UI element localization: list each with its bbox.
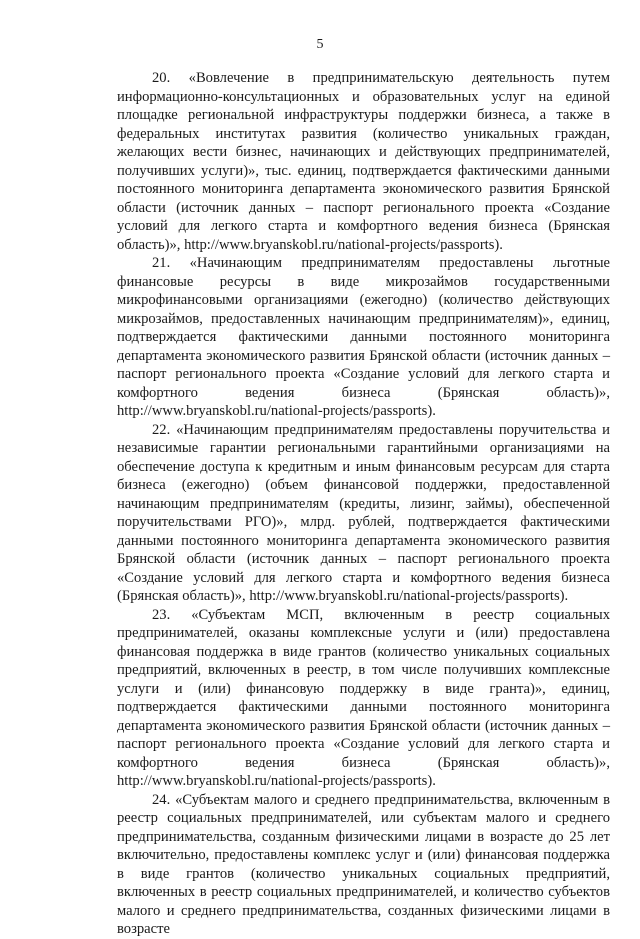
document-body bbox=[117, 69, 610, 939]
paragraph-24: 24. «Субъектам малого и среднего предпринимательства, включенным в реестр социальных предпринимателей, или субъектам малого и среднего предпринимательства, созданным физическими лицами в возрасте до 25 лет включительно, предоставлены комплекс услуг и (или) финансовая поддержка в виде грантов (количество уникальных социальных предприятий, включенных в реестр социальных предпринимателей, и количество субъектов малого и среднего предпринимательства, созданных физическими лицами в возрасте bbox=[117, 791, 610, 937]
paragraph-23: 23. «Субъектам МСП, включенным в реестр социальных предпринимателей, оказаны комплексные услуги и (или) предоставлена финансовая поддержка в виде грантов (количество уникальных социальных предприятий, включенных в реестр, в том числе получивших комплексные услуги и (или) финансовую поддержку в виде гранта)», единиц, подтверждается фактическими данными постоянного мониторинга департамента экономического развития Брянской области (источник данных – паспорт регионального проекта «Создание условий для легкого старта и комфортного ведения бизнеса (Брянская область)», http://www.bryanskobl.ru/national-projects/passports). bbox=[117, 606, 610, 789]
paragraph-21: 21. «Начинающим предпринимателям предоставлены льготные финансовые ресурсы в виде микрозаймов государственными микрофинансовыми организациями (ежегодно) (количество действующих микрозаймов, предоставленных начинающим предпринимателям)», единиц, подтверждается фактическими данными постоянного мониторинга департамента экономического развития Брянской области (источник данных – паспорт регионального проекта «Создание условий для легкого старта и комфортного ведения бизнеса (Брянская область)», http://www.bryanskobl.ru/national-projects/passports). bbox=[117, 255, 610, 419]
paragraph-22: 22. «Начинающим предпринимателям предоставлены поручительства и независимые гарантии региональными гарантийными организациями на обеспечение доступа к кредитным и иным финансовым ресурсам для старта бизнеса (ежегодно) (объем финансовой поддержки, предоставленной начинающим предпринимателям (кредиты, лизинг, займы), обеспеченной поручительствами РГО)», млрд. рублей, подтверждается фактическими данными постоянного мониторинга департамента экономического развития Брянской области (источник данных – паспорт регионального проекта «Создание условий для легкого старта и комфортного ведения бизнеса (Брянская область)», http://www.bryanskobl.ru/national-projects/passports). bbox=[117, 421, 610, 604]
page-number: 5 bbox=[316, 37, 324, 52]
paragraph-20: 20. «Вовлечение в предпринимательскую деятельность путем информационно-консультационных и образовательных услуг на единой площадке региональной инфраструктуры поддержки бизнеса, а также в федеральных институтах развития (количество уникальных граждан, желающих вести бизнес, начинающих и действующих предпринимателей, получивших услуги)», тыс. единиц, подтверждается фактическими данными постоянного мониторинга департамента экономического развития Брянской области (источник данных – паспорт регионального проекта «Создание условий для легкого старта и комфортного ведения бизнеса (Брянская область)», http://www.bryanskobl.ru/national-projects/passports). bbox=[117, 70, 610, 253]
